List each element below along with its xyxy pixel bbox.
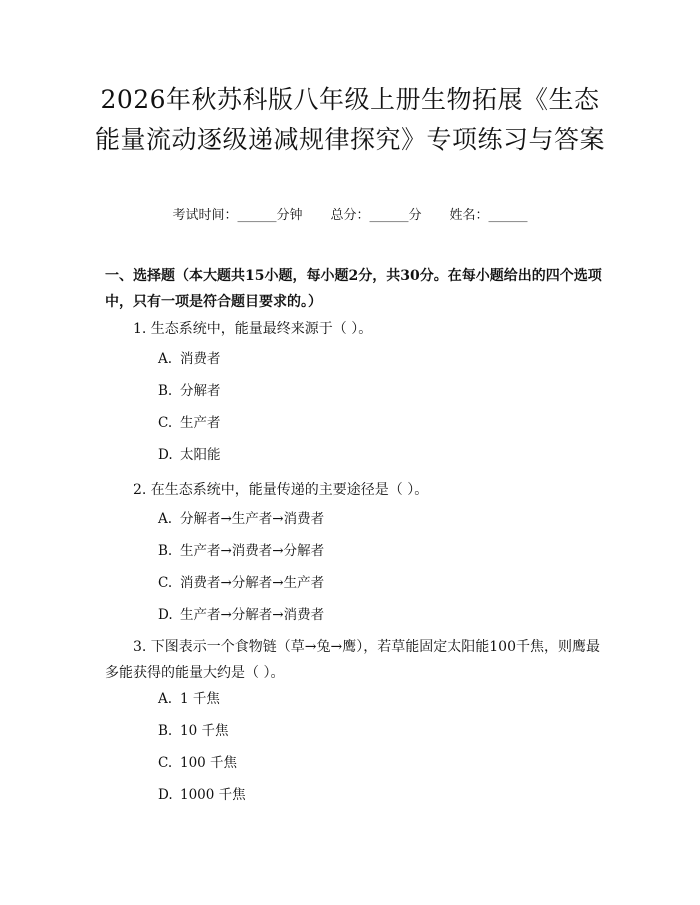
option-letter: C. bbox=[158, 575, 173, 591]
question-option bbox=[158, 689, 220, 709]
option-text: 生产者→分解者→消费者 bbox=[180, 607, 325, 623]
exam-info bbox=[0, 207, 700, 225]
option-letter: B. bbox=[158, 723, 173, 739]
question-option bbox=[158, 573, 324, 593]
option-letter: A. bbox=[158, 511, 173, 527]
question-option bbox=[158, 785, 246, 805]
question-stem: 1. 生态系统中，能量最终来源于（ ）。 bbox=[133, 321, 373, 337]
question-option bbox=[158, 753, 237, 773]
option-text: 10 千焦 bbox=[180, 723, 229, 739]
option-letter: C. bbox=[158, 415, 173, 431]
option-text: 生产者 bbox=[180, 415, 221, 431]
option-letter: B. bbox=[158, 383, 173, 399]
option-text: 消费者→分解者→生产者 bbox=[180, 575, 325, 591]
question-stem: 3. 下图表示一个食物链（草→兔→鹰），若草能固定太阳能100千焦，则鹰最多能获得的能量大约是（ ）。 bbox=[105, 639, 600, 681]
question-option bbox=[158, 509, 324, 529]
option-letter: D. bbox=[158, 607, 173, 623]
exam-time: 考试时间：______分钟 bbox=[172, 208, 303, 223]
option-text: 100 千焦 bbox=[180, 755, 238, 771]
option-letter: B. bbox=[158, 543, 173, 559]
option-letter: A. bbox=[158, 691, 173, 707]
question-option bbox=[158, 605, 324, 625]
option-letter: D. bbox=[158, 447, 173, 463]
option-text: 1000 千焦 bbox=[180, 787, 246, 803]
option-text: 太阳能 bbox=[180, 447, 221, 463]
option-letter: A. bbox=[158, 351, 173, 367]
option-text: 消费者 bbox=[180, 351, 221, 367]
page-title: 2026年秋苏科版八年级上册生物拓展《生态能量流动逐级递减规律探究》专项练习与答案 bbox=[95, 85, 606, 154]
option-text: 分解者→生产者→消费者 bbox=[180, 511, 325, 527]
option-letter: C. bbox=[158, 755, 173, 771]
section-heading: 一、选择题（本大题共15小题，每小题2分，共30分。在每小题给出的四个选项中，只有一项是符合题目要求的。） bbox=[105, 268, 602, 310]
option-text: 分解者 bbox=[180, 383, 221, 399]
question-option bbox=[158, 541, 324, 561]
option-text: 生产者→消费者→分解者 bbox=[180, 543, 325, 559]
question-option bbox=[158, 349, 221, 369]
question-option bbox=[158, 445, 221, 465]
question-option bbox=[158, 413, 221, 433]
student-name: 姓名：______ bbox=[449, 208, 528, 223]
question-option bbox=[158, 381, 221, 401]
total-score: 总分：______分 bbox=[330, 208, 422, 223]
option-text: 1 千焦 bbox=[180, 691, 220, 707]
option-letter: D. bbox=[158, 787, 173, 803]
question-stem: 2. 在生态系统中，能量传递的主要途径是（ ）。 bbox=[133, 482, 429, 498]
question-option bbox=[158, 721, 228, 741]
